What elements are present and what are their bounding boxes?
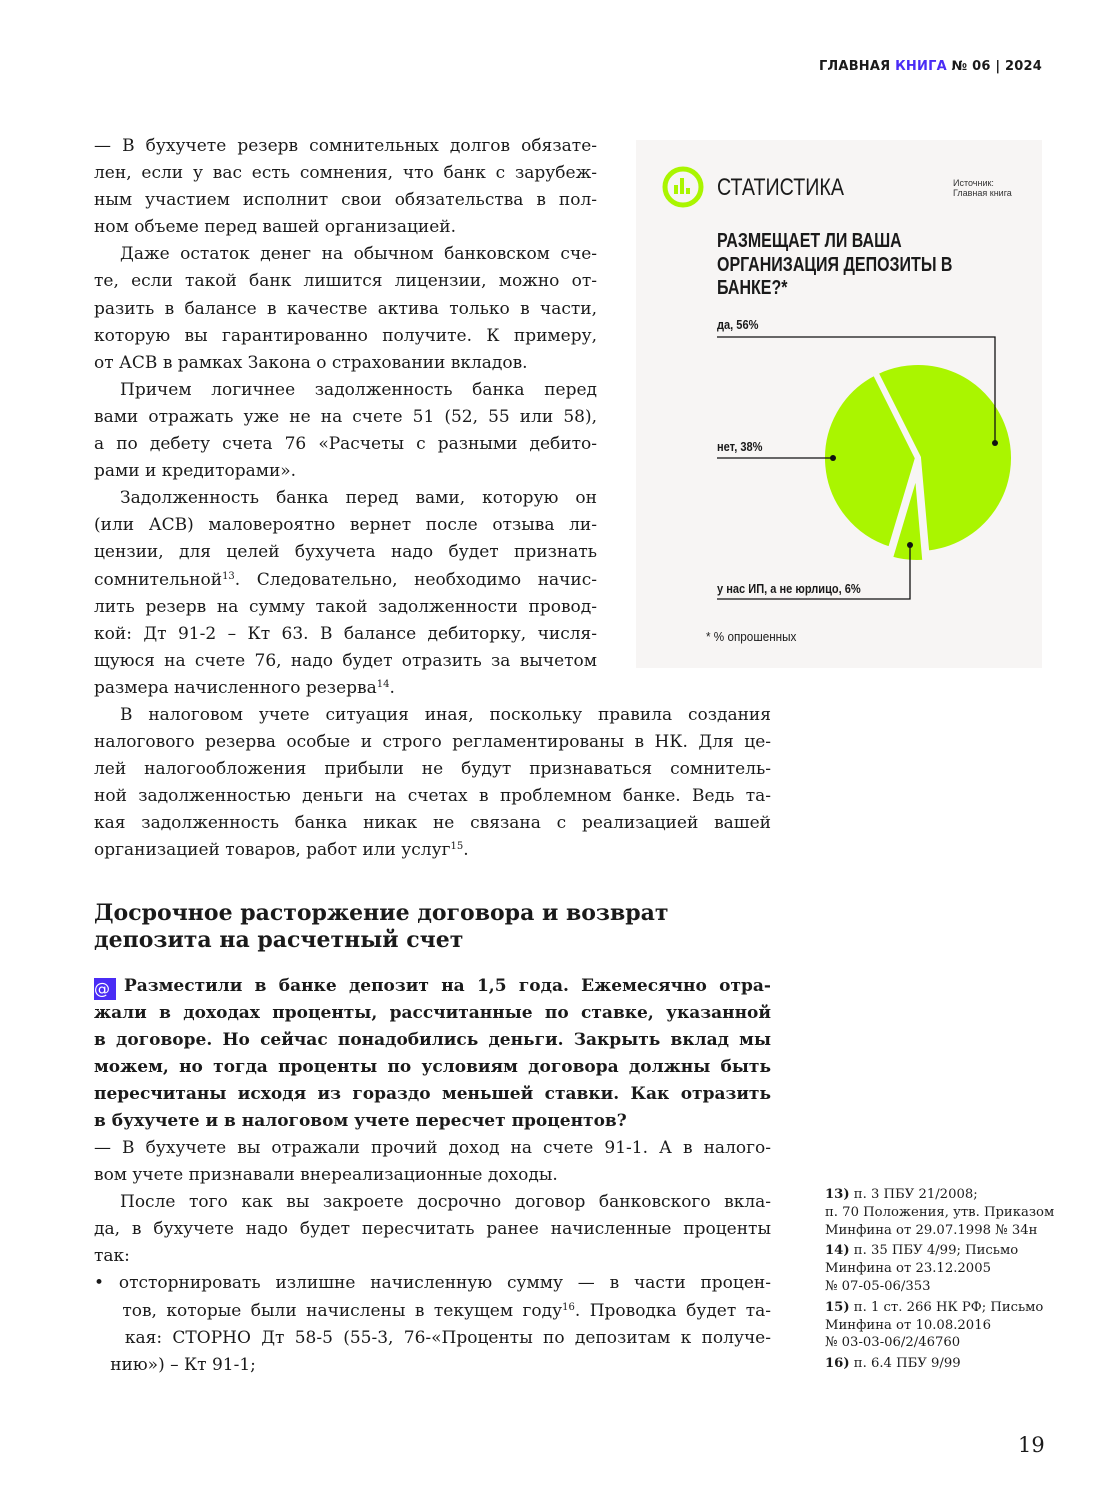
text-line <box>94 729 771 756</box>
footnote-text: п. 1 ст. 266 НК РФ; Письмо Минфина от 10.08.2016 № 03-03-06/2/46760 <box>825 1299 1044 1351</box>
stats-title: СТАТИСТИКА <box>717 174 844 201</box>
footnote-text: п. 6.4 ПБУ 9/99 <box>849 1356 961 1372</box>
line-text: цензии, для целей бухучета надо будет признать <box>94 542 597 563</box>
text-line <box>94 350 597 377</box>
footnote <box>825 1186 1055 1239</box>
text-line <box>94 160 597 187</box>
line-text: В налоговом учете ситуация иная, поскольку правила создания <box>120 705 771 725</box>
text-line <box>94 241 597 268</box>
line-text: которую вы гарантированно получите. К примеру, <box>94 325 597 346</box>
text-line <box>94 1027 771 1054</box>
line-text: . <box>389 677 395 698</box>
line-text: Даже остаток денег на обычном банковском сче- <box>120 244 597 265</box>
brand-name: ГЛАВНАЯ <box>818 59 896 74</box>
line-text: После того как вы закроете досрочно договор банковского вкла- <box>120 1192 771 1213</box>
footnote-number: 15) <box>825 1299 850 1315</box>
text-line <box>94 1216 771 1243</box>
leader-dot <box>907 542 913 548</box>
answer-text <box>94 1135 771 1379</box>
stats-source: Источник: Главная книга <box>953 178 1012 198</box>
text-line <box>94 594 597 621</box>
page-number: 19 <box>1018 1433 1045 1457</box>
text-line <box>94 1000 771 1027</box>
text-line <box>94 567 597 594</box>
text-line <box>94 675 597 702</box>
brand-accent: КНИГА <box>895 59 947 74</box>
line-text: . Проводка будет та- <box>574 1300 772 1321</box>
text-line <box>94 783 771 810</box>
text-line <box>94 296 597 323</box>
bar-chart-icon-bars <box>674 178 690 194</box>
text-line <box>94 1162 771 1189</box>
issue-number: № 06 | 2024 <box>946 59 1042 74</box>
line-text: разить в балансе в качестве актива только в части, <box>94 298 597 319</box>
text-line <box>94 973 771 1000</box>
line-text: Причем логичнее задолженность банка перед <box>120 379 597 400</box>
line-text: пересчитаны исходя из гораздо меньшей ставки. Как отразить <box>94 1084 771 1105</box>
leader-dot <box>992 440 998 446</box>
text-line <box>94 1298 771 1325</box>
text-line <box>94 1325 771 1352</box>
text-line <box>94 187 597 214</box>
heading-line: Досрочное расторжение договора и возврат <box>94 900 669 926</box>
line-text: — В бухучете резерв сомнительных долгов обязате- <box>94 136 597 156</box>
line-text: (или АСВ) маловероятно вернет после отзыва ли- <box>94 515 597 536</box>
text-line <box>94 458 597 485</box>
question-at-icon: @ <box>94 978 116 1000</box>
footnote-text: п. 3 ПБУ 21/2008; п. 70 Положения, утв. Приказом Минфина от 29.07.1998 № 34н <box>825 1187 1055 1238</box>
line-text: лить резерв на сумму такой задолженности провод- <box>94 596 597 617</box>
text-line <box>94 268 597 295</box>
line-text: кая задолженность банка никак не связана с реализацией вашей <box>94 813 771 834</box>
line-text: вом учете признавали внереализационные доходы. <box>94 1165 558 1186</box>
line-text: организацией товаров, работ или услуг <box>94 840 451 861</box>
text-line <box>94 539 597 566</box>
line-text: вами отражать уже не на счете 51 (52, 55 или 58), <box>94 406 597 427</box>
text-line <box>94 377 597 404</box>
line-text: Разместили в банке депозит на 1,5 года. Ежемесячно отра- <box>124 976 771 996</box>
text-line <box>94 837 771 864</box>
line-text: лен, если у вас есть сомнения, что банк с зарубеж- <box>94 163 597 184</box>
text-line <box>94 702 771 729</box>
footnote <box>825 1355 1055 1373</box>
line-text: ном объеме перед вашей организацией. <box>94 217 457 238</box>
line-text: . Следовательно, необходимо начис- <box>234 569 597 590</box>
line-text: . <box>463 840 469 861</box>
text-line <box>94 756 771 783</box>
line-text: да, в бухучете надо будет пересчитать ранее начисленные проценты <box>94 1219 771 1240</box>
text-line <box>94 512 597 539</box>
line-text: лей налогообложения прибыли не будут признаваться сомнитель- <box>94 759 771 780</box>
chart-note: * % опрошенных <box>706 629 797 644</box>
line-text: в бухучете и в налоговом учете пересчет процентов? <box>94 1111 627 1132</box>
text-line <box>94 1054 771 1081</box>
footnote-ref[interactable]: 16 <box>562 1301 575 1313</box>
text-line <box>94 1108 771 1135</box>
chart-title: РАЗМЕЩАЕТ ЛИ ВАША ОРГАНИЗАЦИЯ ДЕПОЗИТЫ В БАНКЕ?* <box>717 230 953 299</box>
footnote-ref[interactable]: 13 <box>222 570 235 582</box>
text-line <box>94 621 597 648</box>
label-yes: да, 56% <box>717 317 759 332</box>
line-text: ным участием исполнит свои обязательства в пол- <box>94 190 597 211</box>
text-line <box>94 1135 771 1162</box>
running-header <box>819 59 1042 74</box>
line-text: а по дебету счета 76 «Расчеты с разными дебито- <box>94 434 597 455</box>
text-line <box>94 1243 771 1270</box>
leader-dot <box>830 455 836 461</box>
line-text: нию») – Кт 91-1; <box>94 1354 256 1375</box>
line-text: жали в доходах проценты, рассчитанные по ставке, указанной <box>94 1003 771 1024</box>
line-text: щуюся на счете 76, надо будет отразить за вычетом <box>94 650 597 671</box>
line-text: рами и кредиторами». <box>94 461 297 482</box>
footnote-number: 14) <box>825 1243 850 1259</box>
label-no: нет, 38% <box>717 439 763 454</box>
line-text: налогового резерва особые и строго регламентированы в НК. Для це- <box>94 732 771 753</box>
footnote-number: 16) <box>825 1356 850 1372</box>
text-line <box>94 133 597 160</box>
footnote-number: 13) <box>825 1187 850 1202</box>
footnote <box>825 1299 1055 1352</box>
line-text: — В бухучете вы отражали прочий доход на счете 91-1. А в налого- <box>94 1138 771 1158</box>
footnote <box>825 1242 1055 1295</box>
line-text: тов, которые были начислены в текущем году <box>94 1300 563 1321</box>
label-ip: у нас ИП, а не юрлицо, 6% <box>717 581 861 596</box>
text-line <box>94 810 771 837</box>
section-heading <box>94 900 669 954</box>
text-line <box>94 323 597 350</box>
text-line <box>94 214 597 241</box>
line-text: сомнительной <box>94 569 223 590</box>
body-text-wide <box>94 702 771 865</box>
line-text: Задолженность банка перед вами, которую он <box>120 488 597 509</box>
text-line <box>94 1189 771 1216</box>
heading-line: депозита на расчетный счет <box>94 927 464 953</box>
text-line <box>94 1081 771 1108</box>
footnote-ref[interactable]: 14 <box>376 678 390 690</box>
text-line <box>94 648 597 675</box>
footnotes <box>825 1186 1055 1376</box>
line-text: можем, но тогда проценты по условиям договора должны быть <box>94 1057 771 1078</box>
reader-question <box>94 973 771 1136</box>
line-text: кая: СТОРНО Дт 58-5 (55-3, 76-«Проценты по депозитам к получе- <box>94 1327 771 1348</box>
line-text: кой: Дт 91-2 – Кт 63. В балансе дебиторку, числя- <box>94 623 597 644</box>
line-text: от АСВ в рамках Закона о страховании вкладов. <box>94 352 528 373</box>
footnote-text: п. 35 ПБУ 4/99; Письмо Минфина от 23.12.2005 № 07-05-06/353 <box>825 1243 1019 1294</box>
line-text: в договоре. Но сейчас понадобились деньги. Закрыть вклад мы <box>94 1030 771 1051</box>
body-text-narrow <box>94 133 597 702</box>
text-line <box>94 404 597 431</box>
line-text: те, если такой банк лишится лицензии, можно от- <box>94 271 597 292</box>
text-line <box>94 1352 771 1379</box>
footnote-ref[interactable]: 15 <box>450 841 464 853</box>
statistics-box <box>636 140 1042 668</box>
line-text: так: <box>94 1246 130 1267</box>
text-line <box>94 1270 771 1297</box>
line-text: • отсторнировать излишне начисленную сумму — в части процен- <box>94 1273 771 1294</box>
text-line <box>94 485 597 512</box>
line-text: ной задолженностью деньги на счетах в проблемном банке. Ведь та- <box>94 786 771 807</box>
text-line <box>94 431 597 458</box>
line-text: размера начисленного резерва <box>94 677 377 698</box>
